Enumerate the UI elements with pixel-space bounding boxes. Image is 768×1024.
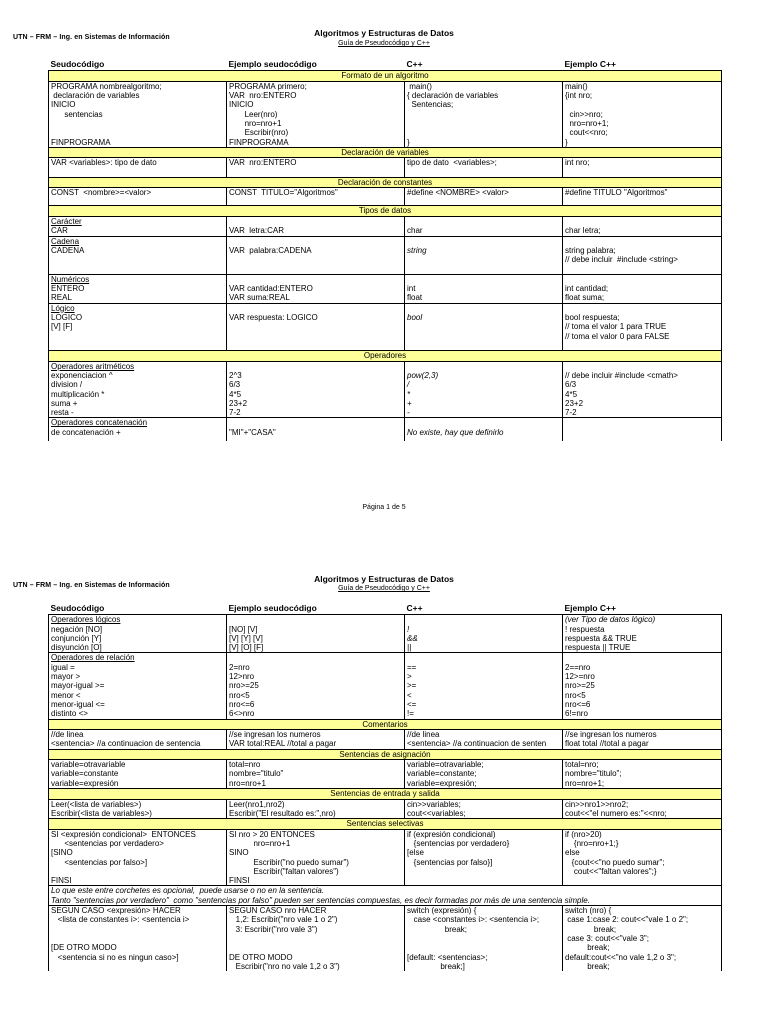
table-row-si bbox=[49, 829, 722, 886]
cell: Leer(<lista de variables>) Escribir(<lista de variables>) bbox=[49, 799, 227, 819]
cell-text: [NO] [V] [V] [Y] [V] [V] [O] [F] bbox=[229, 624, 264, 653]
cell: //se ingresan los numeros float total //total a pagar bbox=[563, 730, 722, 750]
cell: nro=nro+1; bbox=[563, 119, 722, 128]
section-header: Sentencias de entrada y salida bbox=[49, 789, 722, 800]
column-header: C++ bbox=[406, 59, 423, 69]
column-header-row bbox=[49, 601, 722, 615]
cell-text: de concatenación + bbox=[51, 427, 121, 437]
cell-text: 2^3 6/3 4*5 23+2 7-2 bbox=[229, 370, 248, 418]
cell bbox=[227, 274, 405, 303]
table-row bbox=[49, 158, 722, 168]
column-header: C++ bbox=[406, 603, 423, 613]
cell bbox=[227, 615, 405, 653]
cell: tipo de dato <variables>; bbox=[405, 158, 563, 168]
document-title: Algoritmos y Estructuras de Datos bbox=[314, 28, 454, 38]
cell bbox=[405, 361, 563, 418]
cell-text: CAR bbox=[51, 226, 68, 236]
cell: total=nro nombre="titulo" nro=nro+1 bbox=[227, 760, 405, 789]
cell-text: negación [NO] conjunción [Y] disyunción [O] bbox=[51, 624, 103, 653]
table-row-caracter bbox=[49, 216, 722, 236]
cell bbox=[405, 615, 563, 653]
cell: cin>>nro1>>nro2; cout<<"el numero es:"<<nro; bbox=[563, 799, 722, 819]
cell bbox=[563, 361, 722, 418]
cell-text: string bbox=[407, 245, 427, 255]
cell: sentencias bbox=[49, 110, 227, 119]
cell: total=nro; nombre="titulo"; nro=nro+1; bbox=[563, 760, 722, 789]
cell-text: ! respuesta respuesta && TRUE respuesta || TRUE bbox=[565, 624, 637, 653]
cell: PROGRAMA nombrealgoritmo; bbox=[49, 81, 227, 91]
cell bbox=[563, 653, 722, 719]
document-title: Algoritmos y Estructuras de Datos bbox=[314, 574, 454, 584]
cell bbox=[563, 216, 722, 236]
spacer-row bbox=[49, 197, 722, 206]
table-row bbox=[49, 128, 722, 137]
column-header: Ejemplo C++ bbox=[564, 59, 616, 69]
table-row-segun bbox=[49, 906, 722, 972]
table-row-concatenacion bbox=[49, 418, 722, 441]
cell-text: int cantidad; float suma; bbox=[565, 284, 609, 303]
cell bbox=[227, 653, 405, 719]
document-subtitle: Guía de Pseudocódigo y C++ bbox=[338, 585, 430, 592]
cell bbox=[563, 418, 722, 441]
cell bbox=[49, 653, 227, 719]
cell bbox=[227, 303, 405, 350]
cell: CONST TITULO="Algoritmos" bbox=[227, 188, 405, 198]
cell-text: igual = mayor > mayor-igual >= menor < menor-igual <= distinto <> bbox=[51, 662, 105, 719]
cell-text: bool bbox=[407, 312, 423, 322]
cell bbox=[49, 615, 227, 653]
table-row bbox=[49, 110, 722, 119]
spacer-row bbox=[49, 168, 722, 178]
subsection-heading: Operadores lógicos bbox=[51, 615, 121, 625]
cell bbox=[227, 418, 405, 441]
cell: Leer(nro) bbox=[227, 110, 405, 119]
cell-text: "MI"+"CASA" bbox=[229, 427, 276, 437]
cell bbox=[405, 418, 563, 441]
column-header: Ejemplo seudocódigo bbox=[228, 59, 317, 69]
section-header: Sentencias selectivas bbox=[49, 819, 722, 830]
table-row bbox=[49, 760, 722, 789]
cell bbox=[405, 128, 563, 137]
table-row-aritmeticos bbox=[49, 361, 722, 418]
cell: Sentencias; bbox=[405, 100, 563, 109]
cell-text: == > >= < <= != bbox=[407, 662, 417, 719]
cell-text: 2=nro 12>nro nro>=25 nro<5 nro<=6 6<>nro bbox=[229, 662, 259, 719]
cell-text: bool respuesta; // toma el valor 1 para TRUE // toma el valor 0 para FALSE bbox=[565, 312, 670, 341]
cell: #define <NOMBRE> <valor> bbox=[405, 188, 563, 198]
subsection-heading: Numéricos bbox=[51, 274, 90, 284]
cell: if (nro>20) {nro=nro+1;} else {cout<<"no puedo sumar"; cout<<"faltan valores";} bbox=[563, 829, 722, 886]
cell: SEGUN CASO nro HACER 1,2: Escribir("nro vale 1 o 2") 3: Escribir("nro vale 3") DE OTRO MODO Escribir("nro no vale 1,2 o 3") bbox=[227, 906, 405, 972]
cell-text: int float bbox=[407, 284, 423, 303]
cell bbox=[563, 615, 722, 653]
document-subtitle: Guía de Pseudocódigo y C++ bbox=[338, 40, 430, 47]
cell: Leer(nro1,nro2) Escribir("El resultado es:",nro) bbox=[227, 799, 405, 819]
table-row-logico bbox=[49, 303, 722, 350]
cell: VAR nro:ENTERO bbox=[227, 91, 405, 100]
table-row-cadena bbox=[49, 236, 722, 274]
cell-text: VAR palabra:CADENA bbox=[229, 245, 312, 255]
column-header-row bbox=[49, 57, 722, 71]
cell: {int nro; bbox=[563, 91, 722, 100]
cell-text: pow(2,3) / * + - bbox=[407, 370, 439, 418]
reference-table-page-2 bbox=[48, 601, 722, 971]
cell: cout<<nro; bbox=[563, 128, 722, 137]
cell-text: LOGICO [V] [F] bbox=[51, 312, 83, 332]
cell bbox=[405, 303, 563, 350]
cell: variable=otravariable; variable=constante; variable=expresión; bbox=[405, 760, 563, 789]
subsection-heading: Operadores aritméticos bbox=[51, 361, 135, 371]
cell: INICIO bbox=[227, 100, 405, 109]
cell: variable=otravariable variable=constante variable=expresión bbox=[49, 760, 227, 789]
cell: cin>>variables; cout<<variables; bbox=[405, 799, 563, 819]
cell bbox=[49, 216, 227, 236]
section-header: Operadores bbox=[49, 351, 722, 362]
subsection-heading: Operadores concatenación bbox=[51, 418, 148, 428]
cell bbox=[49, 274, 227, 303]
cell: //se ingresan los numeros VAR total:REAL //total a pagar bbox=[227, 730, 405, 750]
cell: int nro; bbox=[563, 158, 722, 168]
cell: //de linea <sentencia> //a continuacion de sentencia bbox=[49, 730, 227, 750]
cell: switch (expresión) { case <constantes i>: <sentencia i>; break; [default: <sentencias>; break;] bbox=[405, 906, 563, 972]
note-row bbox=[49, 886, 722, 906]
institution-header: UTN – FRM – Ing. en Sistemas de Información bbox=[13, 582, 170, 589]
section-header: Declaración de variables bbox=[49, 147, 722, 158]
cell: } bbox=[563, 138, 722, 148]
table-row bbox=[49, 188, 722, 198]
cell bbox=[563, 236, 722, 274]
subsection-heading: Cadena bbox=[51, 236, 80, 246]
cell: FINPROGRAMA bbox=[49, 138, 227, 148]
subsection-heading: Lógico bbox=[51, 303, 75, 313]
table-row bbox=[49, 138, 722, 148]
cell-text: ENTERO REAL bbox=[51, 284, 85, 303]
cell: SI nro > 20 ENTONCES nro=nro+1 SINO Escribir("no puedo sumar") Escribir("faltan valores") FINSI bbox=[227, 829, 405, 886]
table-row bbox=[49, 799, 722, 819]
cell: FINPROGRAMA bbox=[227, 138, 405, 148]
cell bbox=[563, 303, 722, 350]
cell bbox=[405, 236, 563, 274]
cell-text: string palabra; // debe incluir #include <string> bbox=[565, 245, 678, 265]
cell: SEGUN CASO <expresión> HACER <lista de constantes i>: <sentencia i> [DE OTRO MODO <sentencia si no es ningun caso>] bbox=[49, 906, 227, 972]
cell: //de linea <sentencia> //a continuacion de senten bbox=[405, 730, 563, 750]
cell bbox=[405, 274, 563, 303]
cell: CONST <nombre>=<valor> bbox=[49, 188, 227, 198]
section-header: Comentarios bbox=[49, 719, 722, 730]
cell: switch (nro) { case 1:case 2: cout<<"vale 1 o 2"; break; case 3: cout<<"vale 3"; break; default:cout<<"no vale 1,2 o 3"; break; bbox=[563, 906, 722, 972]
cell-text: char bbox=[407, 226, 423, 236]
column-header: Seudocódigo bbox=[50, 603, 105, 613]
cell bbox=[227, 216, 405, 236]
cell bbox=[49, 303, 227, 350]
cell-text: VAR respuesta: LOGICO bbox=[229, 312, 318, 322]
cell bbox=[405, 119, 563, 128]
note-text: Lo que este entre corchetes es opcional, puede usarse o no en la sentencia. Tanto "sentencias por verdadero" como "sentencias por falso" pueden ser sentencias compuestas, es decir formadas por más de una sentencia simple. bbox=[49, 886, 722, 906]
table-row-logicos bbox=[49, 615, 722, 653]
table-row bbox=[49, 91, 722, 100]
table-row-relacion bbox=[49, 653, 722, 719]
cell-text: ! && || bbox=[407, 624, 418, 653]
cell-text: CADENA bbox=[51, 245, 85, 255]
table-row bbox=[49, 730, 722, 750]
cell-text: VAR letra:CAR bbox=[229, 226, 284, 236]
institution-header: UTN – FRM – Ing. en Sistemas de Información bbox=[13, 34, 170, 41]
cell: Escribir(nro) bbox=[227, 128, 405, 137]
cell bbox=[405, 110, 563, 119]
cell-text: // debe incluir #include <cmath> 6/3 4*5 23+2 7-2 bbox=[565, 370, 678, 418]
cell: SI <expresión condicional> ENTONCES <sentencias por verdadero> [SINO <sentencias por falso>] FINSI bbox=[49, 829, 227, 886]
section-header: Tipos de datos bbox=[49, 206, 722, 217]
cell-text: VAR cantidad:ENTERO VAR suma:REAL bbox=[229, 284, 313, 303]
cell-text: No existe, hay que definirlo bbox=[407, 427, 504, 437]
cell: declaración de variables bbox=[49, 91, 227, 100]
cell-note: (ver Tipo de datos lógico) bbox=[565, 615, 656, 625]
cell bbox=[563, 274, 722, 303]
table-row bbox=[49, 81, 722, 91]
cell-text: exponenciacion ^ division / multiplicación * suma + resta - bbox=[51, 370, 113, 418]
table-row-numericos bbox=[49, 274, 722, 303]
cell bbox=[227, 361, 405, 418]
cell: #define TITULO "Algoritmos" bbox=[563, 188, 722, 198]
cell bbox=[49, 128, 227, 137]
table-row bbox=[49, 100, 722, 109]
subsection-heading: Operadores de relación bbox=[51, 653, 135, 663]
column-header: Ejemplo C++ bbox=[564, 603, 616, 613]
cell: if (expresión condicional) {sentencias por verdadero} [else {sentencias por falso}] bbox=[405, 829, 563, 886]
cell bbox=[405, 216, 563, 236]
cell bbox=[405, 653, 563, 719]
cell: nro=nro+1 bbox=[227, 119, 405, 128]
cell: INICIO bbox=[49, 100, 227, 109]
cell bbox=[227, 236, 405, 274]
section-header: Declaración de constantes bbox=[49, 177, 722, 188]
cell: VAR nro:ENTERO bbox=[227, 158, 405, 168]
cell bbox=[49, 119, 227, 128]
cell-text: 2==nro 12>=nro nro>=25 nro<5 nro<=6 6!=nro bbox=[565, 662, 595, 719]
reference-table-page-1 bbox=[48, 57, 722, 441]
section-header: Formato de un algoritmo bbox=[49, 71, 722, 82]
cell: VAR <variables>: tipo de dato bbox=[49, 158, 227, 168]
cell: PROGRAMA primero; bbox=[227, 81, 405, 91]
subsection-heading: Carácter bbox=[51, 216, 82, 226]
cell-text: char letra; bbox=[565, 226, 601, 236]
table-row bbox=[49, 119, 722, 128]
column-header: Seudocódigo bbox=[50, 59, 105, 69]
cell bbox=[49, 418, 227, 441]
cell: } bbox=[405, 138, 563, 148]
cell: cin>>nro; bbox=[563, 110, 722, 119]
cell: main() bbox=[563, 81, 722, 91]
cell bbox=[49, 361, 227, 418]
cell bbox=[49, 236, 227, 274]
cell: { declaración de variables bbox=[405, 91, 563, 100]
cell bbox=[563, 100, 722, 109]
column-header: Ejemplo seudocódigo bbox=[228, 603, 317, 613]
page-number: Página 1 de 5 bbox=[362, 504, 406, 511]
section-header: Sentencias de asignación bbox=[49, 749, 722, 760]
cell: main() bbox=[405, 81, 563, 91]
